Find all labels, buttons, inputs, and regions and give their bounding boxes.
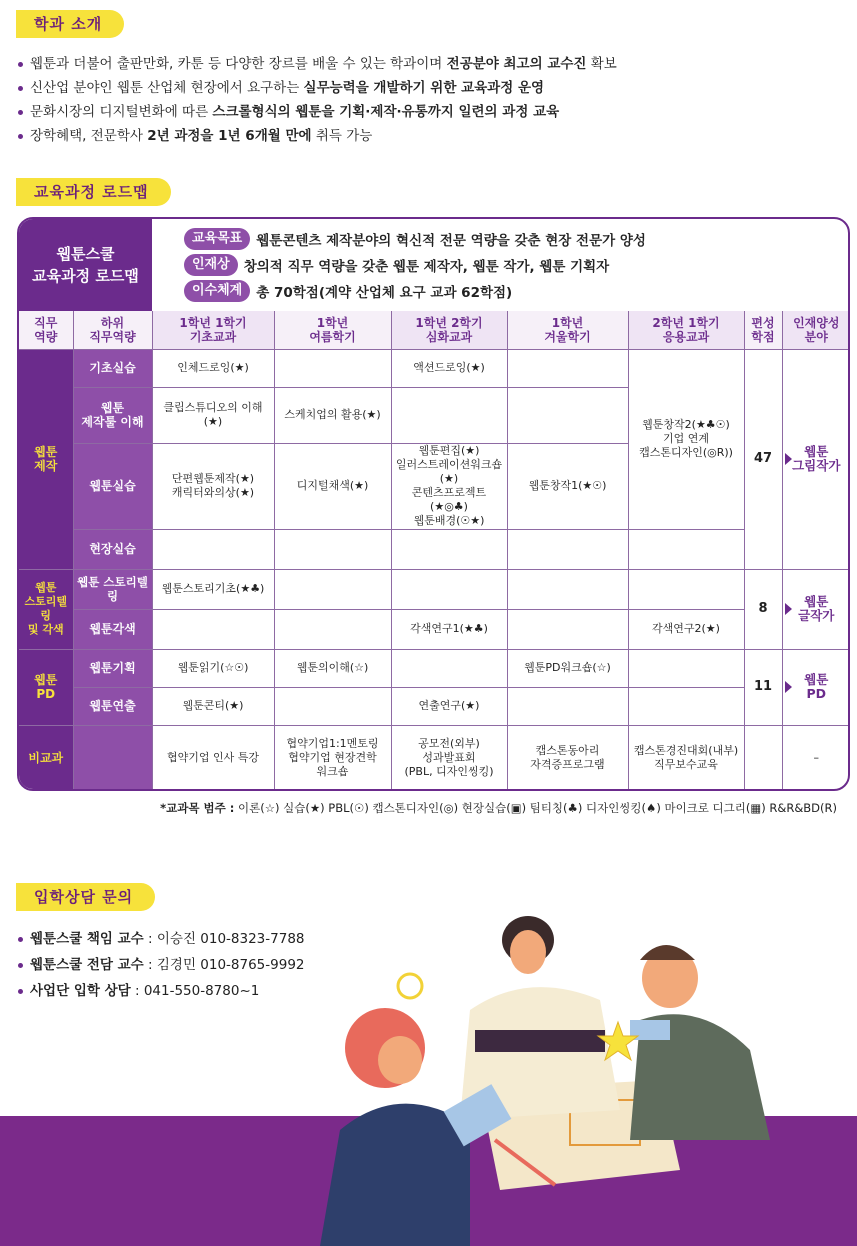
legend-label: *교과목 범주 :	[160, 801, 235, 815]
category-extra: 비교과	[19, 725, 73, 791]
empty-cell	[507, 609, 628, 649]
category-pd: 웹툰 PD	[19, 649, 73, 725]
course-cell: 공모전(외부) 성과발표회 (PBL, 디자인씽킹)	[391, 725, 507, 791]
header-row	[19, 311, 850, 349]
course-cell: 웹툰창작1(★☉)	[507, 443, 628, 529]
empty-cell	[274, 349, 391, 387]
empty-cell	[507, 387, 628, 443]
legend	[160, 800, 837, 816]
course-cell: 인체드로잉(★)	[152, 349, 274, 387]
belt-shape	[475, 1030, 605, 1052]
field-production	[782, 349, 850, 569]
empty-cell	[391, 387, 507, 443]
man-hair	[640, 945, 695, 960]
empty-cell	[628, 569, 744, 609]
list-item: 장학혜택, 전문학사 2년 과정을 1년 6개월 만에 취득 가능	[18, 124, 617, 148]
intro-heading: 학과 소개	[16, 10, 124, 38]
empty-cell	[152, 609, 274, 649]
table-row	[19, 649, 850, 687]
team-illustration	[300, 900, 857, 1246]
subrole-tools: 웹툰 제작툴 이해	[73, 387, 152, 443]
subrole-storytelling: 웹툰 스토리텔링	[73, 569, 152, 609]
ideal-row	[184, 254, 609, 276]
goal-row	[184, 228, 646, 250]
course-cell: 웹툰PD워크숍(☆)	[507, 649, 628, 687]
field-extra: –	[782, 725, 850, 791]
course-cell: 스케치업의 활용(★)	[274, 387, 391, 443]
empty-cell	[391, 529, 507, 569]
list-item: 웹툰스쿨 책임 교수 : 이승진 010-8323-7788	[18, 926, 305, 952]
empty-cell	[628, 529, 744, 569]
course-cell: 클립스튜디오의 이해(★)	[152, 387, 274, 443]
subrole-extra	[73, 725, 152, 791]
empty-cell	[507, 349, 628, 387]
list-item: 신산업 분야인 웹툰 산업체 현장에서 요구하는 실무능력을 개발하기 위한 교육과정 운영	[18, 76, 617, 100]
category-production: 웹툰 제작	[19, 349, 73, 569]
arrow-icon	[785, 681, 792, 693]
table-row	[19, 569, 850, 609]
col-term4: 1학년 겨울학기	[507, 311, 628, 349]
col-credits: 편성 학점	[744, 311, 782, 349]
course-cell: 액션드로잉(★)	[391, 349, 507, 387]
field-story-label: 웹툰 글작가	[798, 594, 835, 623]
empty-cell	[391, 569, 507, 609]
course-cell: 웹툰의이해(☆)	[274, 649, 391, 687]
subrole-adapt: 웹툰각색	[73, 609, 152, 649]
empty-cell	[152, 529, 274, 569]
empty-cell	[628, 649, 744, 687]
empty-cell	[274, 609, 391, 649]
subrole-directing: 웹툰연출	[73, 687, 152, 725]
col-term5: 2학년 1학기 응용교과	[628, 311, 744, 349]
course-cell: 협약기업 인사 특강	[152, 725, 274, 791]
ideal-label: 인재상	[184, 254, 238, 276]
goal-text: 웹툰콘텐츠 제작분야의 혁신적 전문 역량을 갖춘 현장 전문가 양성	[256, 233, 646, 249]
roadmap-title	[19, 219, 152, 311]
list-item: 사업단 입학 상담 : 041-550-8780~1	[18, 978, 305, 1004]
field-story	[782, 569, 850, 649]
course-cell: 웹툰편집(★) 일러스트레이션워크숍(★) 콘텐츠프로젝트(★◎♣) 웹툰배경(☉★)	[391, 443, 507, 529]
table-row	[19, 529, 850, 569]
course-cell: 각색연구1(★♣)	[391, 609, 507, 649]
empty-cell	[274, 687, 391, 725]
course-cell: 웹툰창작2(★♣☉) 기업 연계 캡스톤디자인(◎R))	[628, 349, 744, 529]
intro-list	[18, 52, 617, 148]
subrole-planning: 웹툰기획	[73, 649, 152, 687]
ideal-text: 창의적 직무 역량을 갖춘 웹툰 제작자, 웹툰 작가, 웹툰 기획자	[243, 259, 610, 275]
empty-cell	[628, 687, 744, 725]
subrole-field: 현장실습	[73, 529, 152, 569]
roadmap-heading: 교육과정 로드맵	[16, 178, 171, 206]
roadmap-title-line2: 교육과정 로드맵	[32, 267, 139, 285]
subrole-basic: 기초실습	[73, 349, 152, 387]
goal-label: 교육목표	[184, 228, 250, 250]
list-item: 웹툰과 더불어 출판만화, 카툰 등 다양한 장르를 배울 수 있는 학과이며 전공분야 최고의 교수진 확보	[18, 52, 617, 76]
subrole-practice: 웹툰실습	[73, 443, 152, 529]
curriculum-grid	[19, 311, 850, 791]
course-cell: 단편웹툰제작(★) 캐릭터와의상(★)	[152, 443, 274, 529]
course-cell: 협약기업1:1멘토링 협약기업 현장견학 워크숍	[274, 725, 391, 791]
table-row	[19, 349, 850, 387]
field-pd	[782, 649, 850, 725]
lightbulb-icon	[398, 974, 422, 998]
course-cell: 각색연구2(★)	[628, 609, 744, 649]
list-item: 웹툰스쿨 전담 교수 : 김경민 010-8765-9992	[18, 952, 305, 978]
category-story: 웹툰 스토리텔링 및 각색	[19, 569, 73, 649]
empty-cell	[507, 687, 628, 725]
col-term3: 1학년 2학기 심화교과	[391, 311, 507, 349]
face-shape	[510, 930, 546, 974]
col-subrole: 하위 직무역량	[73, 311, 152, 349]
empty-cell	[744, 725, 782, 791]
credits-story: 8	[744, 569, 782, 649]
table-row	[19, 725, 850, 791]
empty-cell	[391, 649, 507, 687]
credits-pd: 11	[744, 649, 782, 725]
girl-face	[378, 1036, 422, 1084]
table-row	[19, 609, 850, 649]
course-cell: 웹툰읽기(☆☉)	[152, 649, 274, 687]
girl-shirt	[320, 1104, 470, 1246]
empty-cell	[507, 569, 628, 609]
course-cell: 캡스톤경진대회(내부) 직무보수교육	[628, 725, 744, 791]
col-role: 직무 역량	[19, 311, 73, 349]
contact-heading: 입학상담 문의	[16, 883, 155, 911]
system-label: 이수체계	[184, 280, 250, 302]
table-row	[19, 687, 850, 725]
course-cell: 웹툰스토리기초(★♣)	[152, 569, 274, 609]
legend-text: 이론(☆) 실습(★) PBL(☉) 캡스톤디자인(◎) 현장실습(▣) 팀티칭(♣) 디자인씽킹(♠) 마이크로 디그리(▦) R&R&BD(R)	[234, 801, 837, 815]
empty-cell	[274, 529, 391, 569]
field-production-label: 웹툰 그림작가	[792, 444, 841, 473]
empty-cell	[507, 529, 628, 569]
roadmap-table	[17, 217, 850, 791]
field-pd-label: 웹툰 PD	[804, 672, 829, 701]
course-cell: 웹툰콘티(★)	[152, 687, 274, 725]
contact-list	[18, 926, 305, 1004]
course-cell: 캡스톤동아리 자격증프로그램	[507, 725, 628, 791]
course-cell: 연출연구(★)	[391, 687, 507, 725]
course-cell: 디지털채색(★)	[274, 443, 391, 529]
list-item: 문화시장의 디지털변화에 따른 스크롤형식의 웹툰을 기획·제작·유통까지 일련의 과정 교육	[18, 100, 617, 124]
arrow-icon	[785, 603, 792, 615]
credits-production: 47	[744, 349, 782, 569]
roadmap-title-line1: 웹툰스쿨	[56, 245, 115, 263]
system-row	[184, 280, 512, 302]
col-term2: 1학년 여름학기	[274, 311, 391, 349]
system-text: 총 70학점(계약 산업체 요구 교과 62학점)	[256, 285, 513, 301]
empty-cell	[274, 569, 391, 609]
arrow-icon	[785, 453, 792, 465]
col-field: 인재양성 분야	[782, 311, 850, 349]
col-term1: 1학년 1학기 기초교과	[152, 311, 274, 349]
